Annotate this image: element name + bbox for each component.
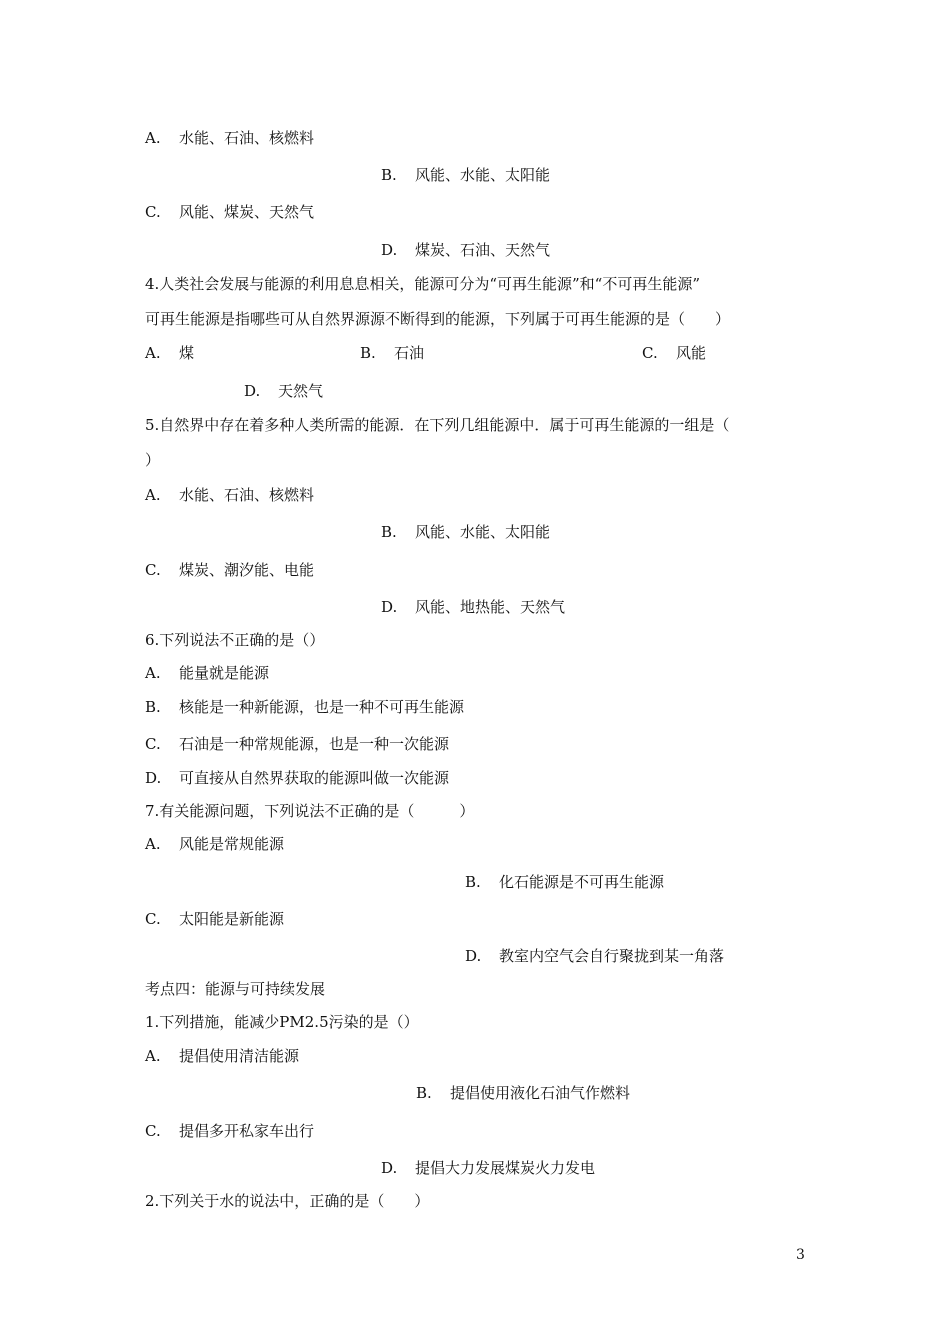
option-letter: C. <box>145 203 161 221</box>
option-letter: B. <box>381 523 397 541</box>
section-heading: 考点四：能源与可持续发展 <box>145 980 326 998</box>
option-text: 化石能源是不可再生能源 <box>499 873 665 891</box>
q6-option-a <box>145 663 269 683</box>
q6-option-b <box>145 697 464 717</box>
s4-q1-option-d <box>381 1158 595 1178</box>
q5-stem-line1: 5.自然界中存在着多种人类所需的能源．在下列几组能源中．属于可再生能源的一组是（ <box>145 416 730 434</box>
q5-option-d <box>381 597 565 617</box>
option-text: 煤炭、潮汐能、电能 <box>179 561 315 579</box>
option-letter: D. <box>381 1159 398 1177</box>
q4-stem-line2: 可再生能源是指哪些可从自然界源源不断得到的能源，下列属于可再生能源的是（ ） <box>145 310 731 328</box>
option-text: 煤炭、石油、天然气 <box>415 241 551 259</box>
option-letter: A. <box>145 344 161 362</box>
option-letter: A. <box>145 129 161 147</box>
option-letter: C. <box>145 910 161 928</box>
option-text: 提倡使用液化石油气作燃料 <box>450 1084 631 1102</box>
option-text: 石油 <box>394 344 425 362</box>
option-letter: B. <box>416 1084 432 1102</box>
option-text: 太阳能是新能源 <box>179 910 285 928</box>
q4-option-d <box>244 381 323 401</box>
q7-option-d <box>465 946 724 966</box>
option-letter: D. <box>381 241 398 259</box>
option-letter: A. <box>145 664 161 682</box>
s4-q1-stem: 1.下列措施，能减少PM2.5污染的是（） <box>145 1013 419 1031</box>
option-text: 风能 <box>676 344 707 362</box>
q3-option-d <box>381 240 550 260</box>
q7-stem: 7.有关能源问题，下列说法不正确的是（ ） <box>145 802 475 820</box>
option-letter: D. <box>244 382 261 400</box>
q4-option-b <box>360 343 424 363</box>
page-number: 3 <box>796 1247 805 1263</box>
option-letter: A. <box>145 486 161 504</box>
q7-option-a <box>145 834 284 854</box>
s4-q1-option-b <box>416 1083 630 1103</box>
q4-option-c <box>642 343 706 363</box>
q7-option-c <box>145 909 284 929</box>
option-text: 煤 <box>179 344 195 362</box>
option-text: 水能、石油、核燃料 <box>179 129 315 147</box>
option-text: 教室内空气会自行聚拢到某一角落 <box>499 947 725 965</box>
s4-q1-option-a <box>145 1046 299 1066</box>
q5-option-b <box>381 522 550 542</box>
option-text: 提倡大力发展煤炭火力发电 <box>415 1159 596 1177</box>
q3-option-b <box>381 165 550 185</box>
s4-q2-stem: 2.下列关于水的说法中，正确的是（ ） <box>145 1192 430 1210</box>
q4-stem-line1: 4.人类社会发展与能源的利用息息相关，能源可分为“可再生能源”和“不可再生能源” <box>145 275 700 293</box>
q5-option-a <box>145 485 314 505</box>
option-text: 风能、水能、太阳能 <box>415 523 551 541</box>
option-text: 水能、石油、核燃料 <box>179 486 315 504</box>
option-text: 能量就是能源 <box>179 664 270 682</box>
option-text: 可直接从自然界获取的能源叫做一次能源 <box>179 769 450 787</box>
option-letter: B. <box>360 344 376 362</box>
option-letter: B. <box>145 698 161 716</box>
option-letter: C. <box>642 344 658 362</box>
option-letter: D. <box>145 769 162 787</box>
option-letter: B. <box>381 166 397 184</box>
option-letter: B. <box>465 873 481 891</box>
q3-option-a <box>145 128 314 148</box>
q6-stem: 6.下列说法不正确的是（） <box>145 631 325 649</box>
option-letter: C. <box>145 561 161 579</box>
option-letter: D. <box>465 947 482 965</box>
option-text: 风能、地热能、天然气 <box>415 598 566 616</box>
option-text: 提倡多开私家车出行 <box>179 1122 315 1140</box>
option-text: 风能是常规能源 <box>179 835 285 853</box>
q5-stem-line2: ） <box>145 451 161 469</box>
option-text: 风能、水能、太阳能 <box>415 166 551 184</box>
q3-option-c <box>145 202 314 222</box>
option-text: 天然气 <box>278 382 324 400</box>
q4-option-a <box>145 343 194 363</box>
option-text: 核能是一种新能源，也是一种不可再生能源 <box>179 698 465 716</box>
q6-option-c <box>145 734 449 754</box>
option-letter: A. <box>145 835 161 853</box>
option-text: 提倡使用清洁能源 <box>179 1047 300 1065</box>
option-text: 石油是一种常规能源，也是一种一次能源 <box>179 735 450 753</box>
option-letter: C. <box>145 1122 161 1140</box>
option-letter: A. <box>145 1047 161 1065</box>
option-letter: C. <box>145 735 161 753</box>
q6-option-d <box>145 768 449 788</box>
option-letter: D. <box>381 598 398 616</box>
q7-option-b <box>465 872 664 892</box>
q5-option-c <box>145 560 314 580</box>
option-text: 风能、煤炭、天然气 <box>179 203 315 221</box>
s4-q1-option-c <box>145 1121 314 1141</box>
